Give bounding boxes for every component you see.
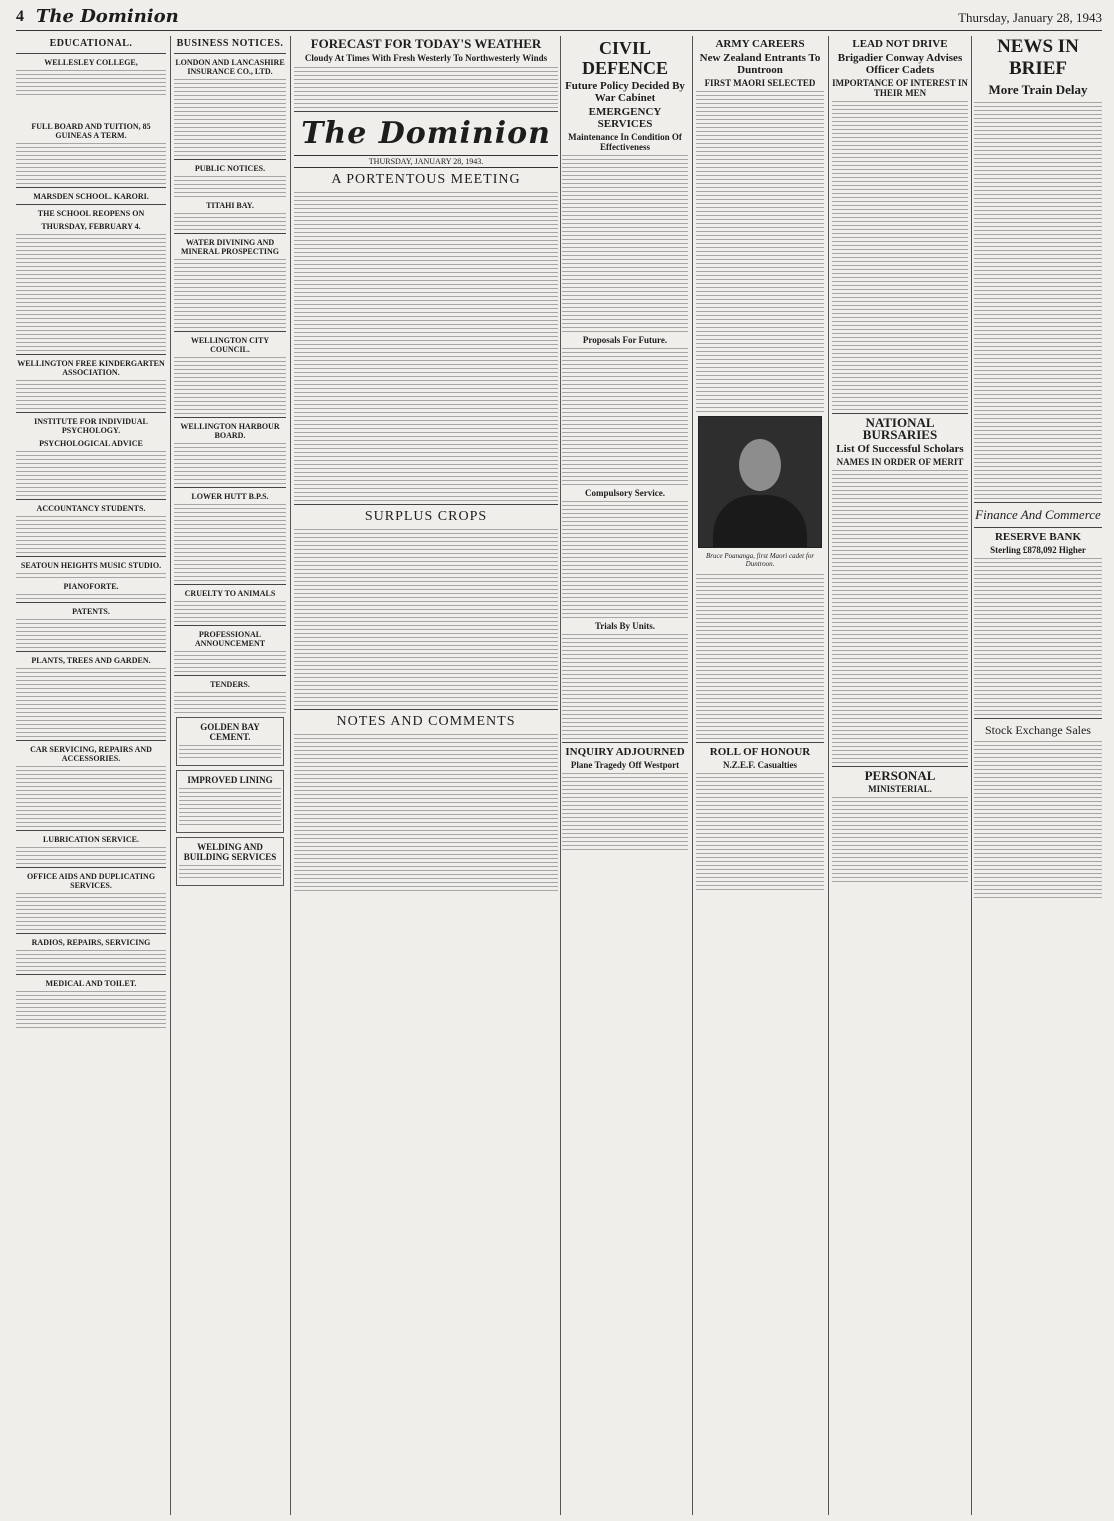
stock-exchange-title: Stock Exchange Sales bbox=[985, 723, 1091, 737]
business-notices-heading: BUSINESS NOTICES. bbox=[176, 38, 284, 49]
news-in-brief-title: NEWS IN BRIEF bbox=[997, 36, 1079, 79]
inquiry-subhead: Plane Tragedy Off Westport bbox=[570, 760, 680, 770]
ad-heading: PIANOFORTE. bbox=[63, 582, 119, 591]
ad-heading: THE SCHOOL REOPENS ON bbox=[37, 209, 145, 218]
ad-heading: WELLINGTON FREE KINDERGARTEN ASSOCIATION. bbox=[17, 359, 165, 377]
ad-heading: SEATOUN HEIGHTS MUSIC STUDIO. bbox=[20, 561, 162, 570]
photo-caption: Bruce Poananga, first Maori cadet for Duntroon. bbox=[705, 552, 815, 568]
ad-heading: PUBLIC NOTICES. bbox=[194, 164, 266, 173]
ad-heading: LOWER HUTT B.P.S. bbox=[191, 492, 269, 501]
ad-heading: OFFICE AIDS AND DUPLICATING SERVICES. bbox=[26, 872, 156, 890]
ad-heading: THURSDAY, FEBRUARY 4. bbox=[41, 222, 141, 231]
cadet-photo bbox=[698, 416, 822, 548]
roll-of-honour-subtitle: N.Z.E.F. Casualties bbox=[723, 760, 797, 770]
civil-defence-headline: CIVIL DEFENCE bbox=[581, 38, 668, 78]
ad-heading: CRUELTY TO ANIMALS bbox=[184, 589, 276, 598]
army-careers-headline: ARMY CAREERS bbox=[715, 38, 805, 50]
national-bursaries-title: NATIONAL BURSARIES bbox=[862, 415, 938, 442]
column-divider bbox=[170, 36, 171, 1515]
finance-commerce-title: Finance And Commerce bbox=[975, 507, 1101, 522]
column-divider bbox=[692, 36, 693, 1515]
editorial-title: A PORTENTOUS MEETING bbox=[331, 172, 521, 187]
ad-heading: PROFESSIONAL ANNOUNCEMENT bbox=[194, 630, 266, 648]
reserve-bank-subtitle: Sterling £878,092 Higher bbox=[990, 545, 1086, 555]
ad-heading: MEDICAL AND TOILET. bbox=[45, 979, 137, 988]
ad-heading: ACCOUNTANCY STUDENTS. bbox=[36, 504, 146, 513]
page-header bbox=[16, 8, 1102, 31]
lead-not-drive-deck: Brigadier Conway Advises Officer Cadets bbox=[837, 52, 963, 76]
lead-not-drive-headline: LEAD NOT DRIVE bbox=[852, 38, 948, 50]
ad-heading: LONDON AND LANCASHIRE INSURANCE CO., LTD. bbox=[175, 58, 285, 76]
forecast-subtitle: Cloudy At Times With Fresh Westerly To Northwesterly Winds bbox=[304, 53, 548, 63]
business-notices-column bbox=[174, 36, 286, 1515]
editorial-title: NOTES AND COMMENTS bbox=[336, 714, 516, 729]
ad-heading: TITAHI BAY. bbox=[206, 201, 254, 210]
inquiry-headline: INQUIRY ADJOURNED bbox=[565, 746, 685, 758]
column-divider bbox=[828, 36, 829, 1515]
ad-heading: FULL BOARD AND TUITION, 85 GUINEAS A TERM. bbox=[31, 122, 151, 140]
section-subhead: Proposals For Future. bbox=[582, 335, 668, 345]
page-date: Thursday, January 28, 1943 bbox=[958, 10, 1102, 25]
lead-not-drive-deck: IMPORTANCE OF INTEREST IN THEIR MEN bbox=[832, 78, 968, 98]
ad-heading: GOLDEN BAY CEMENT. bbox=[200, 722, 260, 742]
ad-heading: WELLESLEY COLLEGE, bbox=[44, 58, 138, 67]
national-bursaries-subtitle: List Of Successful Scholars bbox=[836, 443, 964, 455]
column-divider bbox=[290, 36, 291, 1515]
ad-heading: CAR SERVICING, REPAIRS AND ACCESSORIES. bbox=[30, 745, 152, 763]
reserve-bank-title: RESERVE BANK bbox=[994, 531, 1082, 543]
ad-heading: WELDING AND BUILDING SERVICES bbox=[183, 842, 277, 862]
civil-defence-deck: EMERGENCY SERVICES bbox=[588, 106, 662, 130]
lead-not-drive-column bbox=[832, 36, 968, 1515]
ad-heading: INSTITUTE FOR INDIVIDUAL PSYCHOLOGY. bbox=[34, 417, 148, 435]
column-divider bbox=[971, 36, 972, 1515]
personal-subtitle: MINISTERIAL. bbox=[868, 784, 932, 794]
national-bursaries-deck: NAMES IN ORDER OF MERIT bbox=[836, 457, 964, 467]
ad-heading: PSYCHOLOGICAL ADVICE bbox=[39, 439, 143, 448]
army-careers-deck: New Zealand Entrants To Duntroon bbox=[699, 52, 821, 76]
civil-defence-deck: Future Policy Decided By War Cabinet bbox=[565, 80, 685, 104]
column-divider bbox=[560, 36, 561, 1515]
ad-heading: MARSDEN SCHOOL. KARORI. bbox=[33, 192, 149, 201]
army-careers-deck: FIRST MAORI SELECTED bbox=[704, 78, 816, 88]
ad-heading: WELLINGTON CITY COUNCIL. bbox=[190, 336, 270, 354]
section-subhead: Trials By Units. bbox=[594, 621, 656, 631]
ad-heading: WATER DIVINING AND MINERAL PROSPECTING bbox=[180, 238, 279, 256]
personal-title: PERSONAL bbox=[864, 768, 936, 783]
dateline: THURSDAY, JANUARY 28, 1943. bbox=[294, 155, 558, 168]
roll-of-honour-title: ROLL OF HONOUR bbox=[709, 746, 811, 758]
ad-heading: TENDERS. bbox=[210, 680, 250, 689]
golden-bay-cement-ad bbox=[176, 717, 284, 766]
page-number: 4 bbox=[16, 8, 24, 25]
dominion-masthead: The Dominion bbox=[301, 116, 551, 151]
forecast-title: FORECAST FOR TODAY'S WEATHER bbox=[310, 36, 542, 51]
ad-heading: RADIOS, REPAIRS, SERVICING bbox=[31, 938, 151, 947]
ad-heading: PLANTS, TREES AND GARDEN. bbox=[31, 656, 151, 665]
civil-defence-deck: Maintenance In Condition Of Effectiveness bbox=[568, 132, 682, 152]
army-careers-column bbox=[696, 36, 824, 1515]
welding-ad bbox=[176, 837, 284, 886]
educational-heading: EDUCATIONAL. bbox=[49, 38, 133, 49]
masthead-small: The Dominion bbox=[36, 6, 179, 27]
news-in-brief-column bbox=[974, 36, 1102, 1515]
ad-heading: LUBRICATION SERVICE. bbox=[42, 835, 140, 844]
section-subhead: Compulsory Service. bbox=[585, 488, 665, 498]
ad-heading: PATENTS. bbox=[72, 607, 110, 616]
civil-defence-column bbox=[562, 36, 688, 1515]
editorial-column bbox=[294, 36, 558, 1515]
ad-heading: IMPROVED LINING bbox=[187, 775, 273, 785]
news-in-brief-subtitle: More Train Delay bbox=[988, 82, 1088, 97]
educational-ads-list bbox=[16, 118, 166, 1515]
improved-lining-ad bbox=[176, 770, 284, 833]
ad-heading: WELLINGTON HARBOUR BOARD. bbox=[180, 422, 280, 440]
editorial-title: SURPLUS CROPS bbox=[364, 509, 488, 524]
